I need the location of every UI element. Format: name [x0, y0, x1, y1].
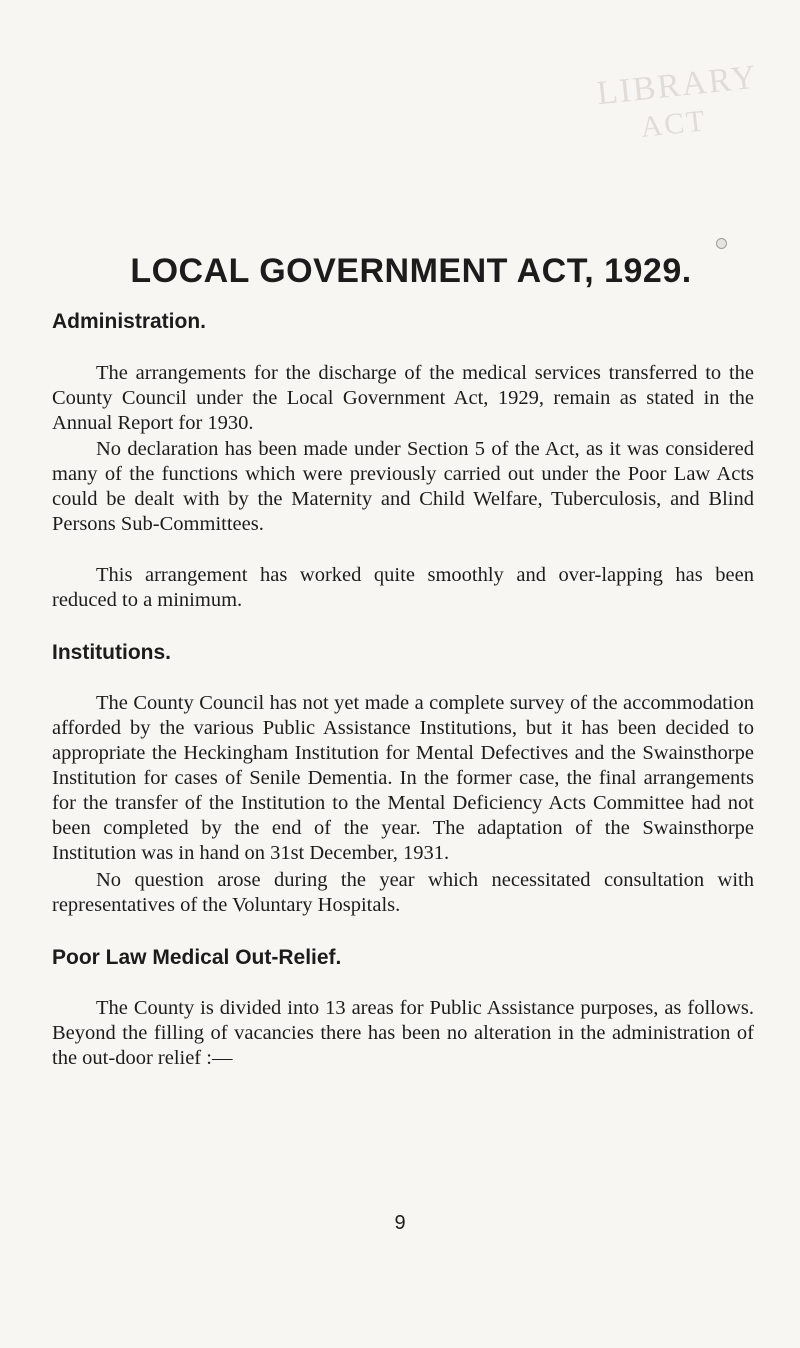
administration-paragraph-1: The arrangements for the discharge of the medical services transferred to the County Council under the Local Government Act, 1929, remain as stated in the Annual Report for 1930.	[52, 362, 754, 434]
administration-paragraph-2: No declaration has been made under Section 5 of the Act, as it was considered many of the functions which were previously carried out under the Poor Law Acts could be dealt with by the Maternity and Child Welfare, Tuberculosis, and Blind Persons Sub-Committees.	[52, 438, 754, 535]
section-heading-poor-law-medical-out-relief: Poor Law Medical Out-Relief.	[52, 946, 342, 969]
poor-law-paragraph-1: The County is divided into 13 areas for Public Assistance purposes, as follows. Beyond the filling of vacancies there has been no alteration in the administration of the out-door relief :—	[52, 997, 754, 1069]
section-heading-institutions: Institutions.	[52, 641, 171, 664]
section-heading-administration: Administration.	[52, 310, 207, 333]
institutions-paragraph-1: The County Council has not yet made a complete survey of the accommodation afforded by the various Public Assistance Institutions, but it has been decided to appropriate the Heckingham Institution for Mental Defectives and the Swainsthorpe Institution for cases of Senile Dementia. In the former case, the final arrangements for the transfer of the Institution to the Mental Deficiency Acts Committee had not been completed by the end of the year. The adaptation of the Swainsthorpe Institution was in hand on 31st December, 1931.	[52, 692, 754, 864]
library-stamp-watermark: LIBRARY ACT	[595, 58, 760, 144]
page-title: LOCAL GOVERNMENT ACT, 1929.	[130, 252, 692, 290]
institutions-paragraph-2: No question arose during the year which necessitated consultation with representatives of the Voluntary Hospitals.	[52, 869, 754, 916]
seal-mark-icon	[716, 238, 727, 249]
page-number: 9	[394, 1212, 406, 1234]
administration-paragraph-3: This arrangement has worked quite smoothly and over-lapping has been reduced to a minimum.	[52, 564, 754, 611]
